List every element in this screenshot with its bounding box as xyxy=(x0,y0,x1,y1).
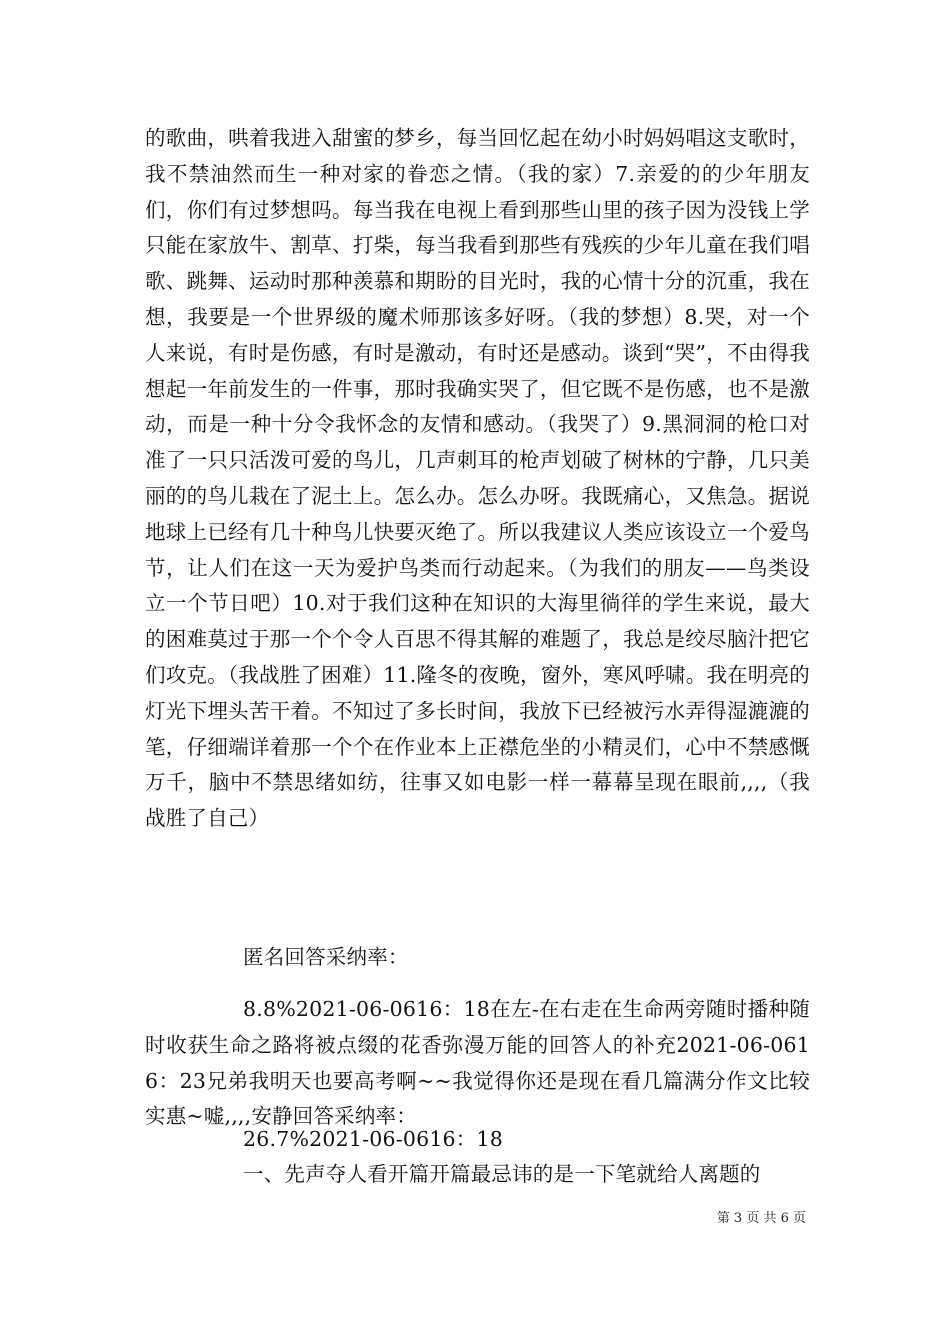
body-paragraph-section-heading: 一、先声夺人看开篇开篇最忌讳的是一下笔就给人离题的 xyxy=(243,1162,761,1186)
body-paragraph-essay-excerpts: 的歌曲，哄着我进入甜蜜的梦乡，每当回忆起在幼小时妈妈唱这支歌时，我不禁油然而生一种对家的眷恋之情。（我的家）7.亲爱的的少年朋友们，你们有过梦想吗。每当我在电视上看到那些山里的孩子因为没钱上学只能在家放牛、割草、打柴，每当我看到那些有残疾的少年儿童在我们唱歌、跳舞、运动时那种羡慕和期盼的目光时，我的心情十分的沉重，我在想，我要是一个世界级的魔术师那该多好呀。（我的梦想）8.哭，对一个人来说，有时是伤感，有时是激动，有时还是感动。谈到“哭”，不由得我想起一年前发生的一件事，那时我确实哭了，但它既不是伤感，也不是激动，而是一种十分令我怀念的友情和感动。（我哭了）9.黑洞洞的枪口对准了一只只活泼可爱的鸟儿，几声刺耳的枪声划破了树林的宁静，几只美丽的的鸟儿栽在了泥土上。怎么办。怎么办呀。我既痛心，又焦急。据说地球上已经有几十种鸟儿快要灭绝了。所以我建议人类应该设立一个爱鸟节，让人们在这一天为爱护鸟类而行动起来。（为我们的朋友——鸟类设立一个节日吧）10.对于我们这种在知识的大海里徜徉的学生来说，最大的困难莫过于那一个个令人百思不得其解的难题了，我总是绞尽脑汁把它们攻克。（我战胜了困难）11.隆冬的夜晚，窗外，寒风呼啸。我在明亮的灯光下埋头苦干着。不知过了多长时间，我放下已经被污水弄得湿漉漉的笔，仔细端详着那一个个在作业本上正襟危坐的小精灵们，心中不禁感慨万千，脑中不禁思绪如纺，往事又如电影一样一幕幕呈现在眼前,,,,（我战胜了自己） xyxy=(145,126,810,831)
page-number-footer: 第 3 页 共 6 页 xyxy=(716,1211,806,1226)
body-paragraph-answer-rate: 26.7%2021-06-0616：18 xyxy=(243,1127,503,1151)
body-paragraph-answer-rate-heading: 匿名回答采纳率： xyxy=(243,945,409,969)
body-paragraph-answer-comment: 8.8%2021-06-0616：18在左-在右走在生命两旁随时播种随时收获生命之路将被点缀的花香弥漫万能的回答人的补充2021-06-0616：23兄弟我明天也要高考啊~~我觉得你还是现在看几篇满分作文比较实惠~嘘,,,,安静回答采纳率： xyxy=(145,997,810,1129)
